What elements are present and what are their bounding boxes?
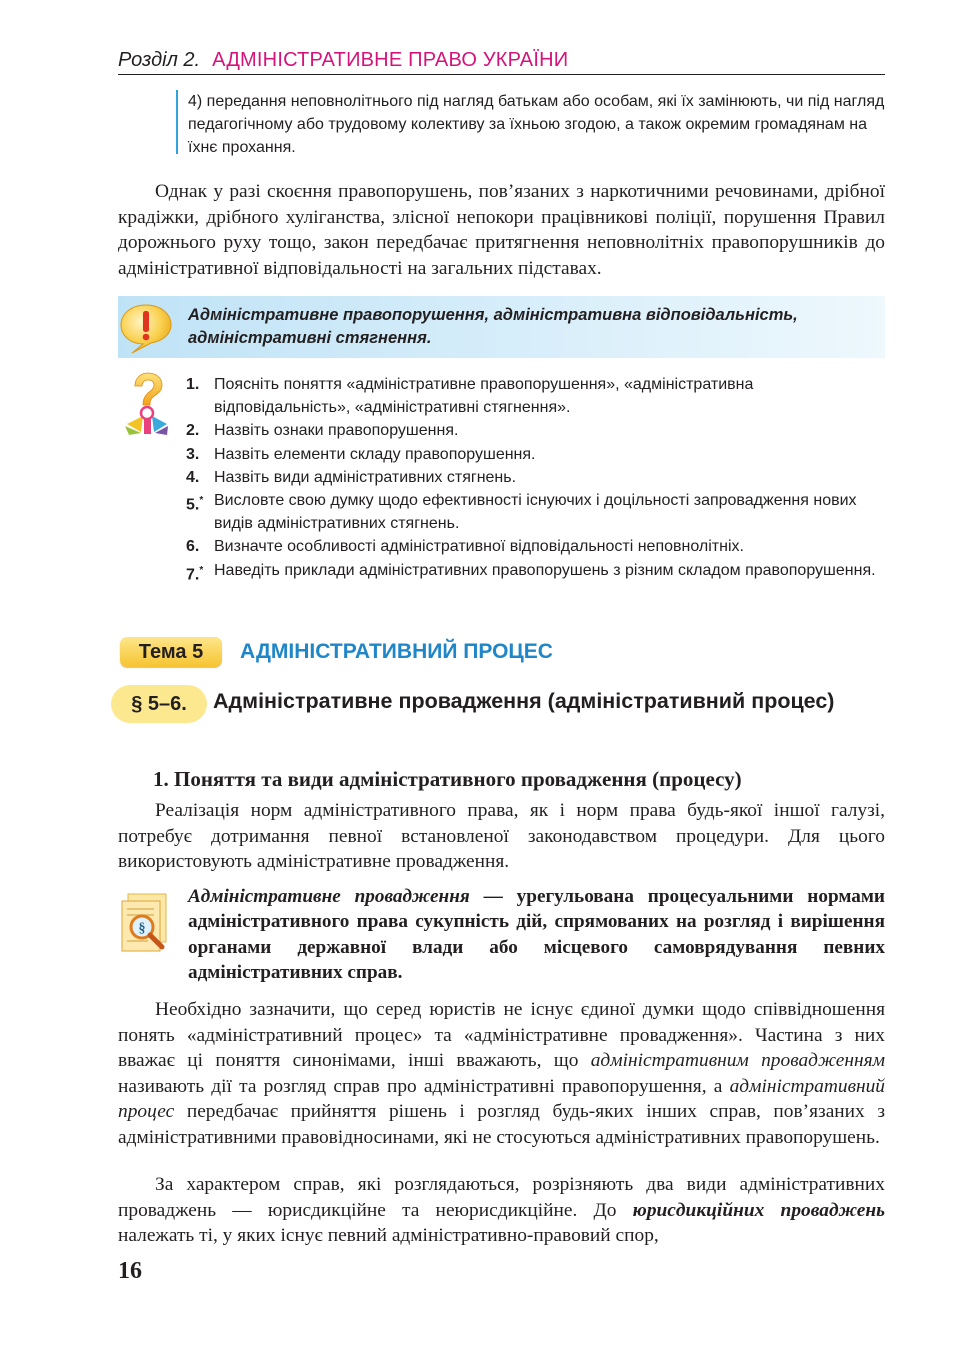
question-text: Визначте особливості адміністративної відповідальності неповнолітніх. xyxy=(214,538,744,556)
emphasis: адміністративний процес xyxy=(118,1075,885,1122)
section-badge: § 5–6. xyxy=(111,685,207,723)
question-number: 3. xyxy=(186,445,200,463)
definition-text: — урегульована процесуальними нормами адміністративного права сукупність дій, спрямованих на розгляд і вирішення органами державної влади або місцевого самоврядування певних адміністративних справ. xyxy=(188,886,885,983)
question-text: Назвіть ознаки правопорушення. xyxy=(214,422,459,440)
question-item xyxy=(186,466,886,489)
question-number: 6. xyxy=(186,538,200,556)
topic-title: АДМІНІСТРАТИВНИЙ ПРОЦЕС xyxy=(240,640,553,663)
question-number: 1. xyxy=(186,376,200,393)
quote-block xyxy=(176,90,898,154)
question-number: 7.* xyxy=(186,564,204,583)
questions-list xyxy=(186,373,886,582)
paragraph-1: Однак у разі скоєння правопорушень, пов’язаних з наркотичними речовинами, дрібної крадіжки, дрібного хуліганства, злісної непокори працівникові поліції, порушення Правил дорожнього руху тощо, закон передбачає притягнення неповнолітніх правопорушників до адміністративної відповідальності на загальних підставах. xyxy=(118,181,885,279)
section-title: Адміністративне провадження (адміністративний процес) xyxy=(213,689,835,713)
bold-emphasis: юрисдикційних проваджень xyxy=(632,1199,886,1221)
subsection-title: 1. Поняття та види адміністративного провадження (процесу) xyxy=(153,767,742,791)
question-number: 2. xyxy=(186,422,200,440)
paragraph-2: Реалізація норм адміністративного права, як і норм права будь-якої іншої галузі, потребує дотримання певної встановленої законодавством процедури. Для цього використовують адміністративне провадження. xyxy=(118,800,885,872)
emphasis: адміністративним провадженням xyxy=(590,1050,885,1071)
question-item xyxy=(186,559,886,582)
question-text: Висловте свою думку щодо ефективності існуючих і доцільності запровадження нових видів адміністративних стягнень. xyxy=(214,492,857,533)
question-item xyxy=(186,443,886,466)
header-title: АДМІНІСТРАТИВНЕ ПРАВО УКРАЇНИ xyxy=(212,49,569,71)
question-number: 4. xyxy=(186,468,200,486)
question-text: Назвіть елементи складу правопорушення. xyxy=(214,445,536,463)
question-text: Наведіть приклади адміністративних правопорушень з різним складом правопорушення. xyxy=(214,561,876,579)
question-item xyxy=(186,419,886,442)
question-item xyxy=(186,489,886,535)
quote-text: 4) передання неповнолітнього під нагляд батькам або особам, які їх замінюють, чи під нагляд педагогічному або трудовому колективу за їхньою згодою, а також окремим громадянам на їхнє прохання. xyxy=(188,93,885,156)
question-mark-icon xyxy=(121,372,173,436)
question-text: Поясніть поняття «адміністративне правопорушення», «адміністративна відповідальність», «адміністративні стягнення». xyxy=(214,376,754,417)
advanced-star: * xyxy=(199,564,204,576)
question-text: Назвіть види адміністративних стягнень. xyxy=(214,468,517,486)
topic-badge: Тема 5 xyxy=(120,637,222,667)
paragraph-4: За характером справ, які розглядаються, розрізняють два види адміністративних проваджень — юрисдикційне та неюрисдикційне. До юрисдикційних проваджень належать ті, у яких існує певний адміністративно-правовий спор, xyxy=(118,1174,886,1246)
key-terms-text: Адміністративне правопорушення, адміністративна відповідальність, адміністративні стягнення. xyxy=(188,306,798,347)
page-number: 16 xyxy=(118,1258,142,1284)
definition xyxy=(188,884,885,985)
question-item xyxy=(186,373,886,419)
svg-text:§: § xyxy=(138,921,146,936)
question-item xyxy=(186,535,886,558)
definition-term: Адміністративне провадження xyxy=(188,886,470,907)
exclamation-speech-bubble-icon xyxy=(118,303,174,355)
question-number: 5.* xyxy=(186,495,204,514)
advanced-star: * xyxy=(199,495,204,507)
law-document-magnifier-icon xyxy=(118,893,174,955)
running-header xyxy=(118,46,885,75)
header-section: Розділ 2. xyxy=(118,49,201,71)
paragraph-3: Необхідно зазначити, що серед юристів не існує єдиної думки щодо співвідношення понять «адміністративний процес» та «адміністративне провадження». Частина з них вважає ці поняття синонімами, інші вважають, що адміністративним провадженням називають дії та розгляд справ про адміністративні правопорушення, а адміністративний процес передбачає прийняття рішень і розгляд будь-яких інших справ, пов’язаних з адміністративними правовідносинами, які не стосуються адміністративних правопорушень. xyxy=(118,999,885,1148)
